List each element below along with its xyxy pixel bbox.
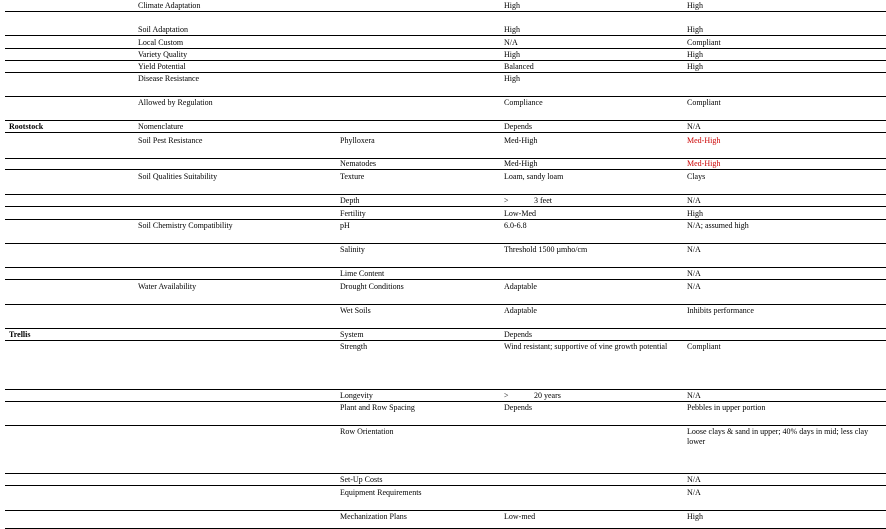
cell-c4: Depends: [504, 330, 532, 339]
cell-c5: High: [687, 50, 703, 59]
cell-c5: High: [687, 512, 703, 521]
cell-text: 3 feet: [534, 196, 552, 205]
cell-c4: High: [504, 25, 520, 34]
cell-c3: Mechanization Plans: [340, 512, 407, 521]
cell-c5: N/A: [687, 475, 701, 484]
cell-c5: High: [687, 1, 703, 10]
cell-c4: [504, 196, 552, 206]
cell-c2: Climate Adaptation: [138, 1, 201, 10]
cell-c5: Compliant: [687, 342, 721, 351]
cell-c5: High: [687, 25, 703, 34]
cell-c5: Loose clays & sand in upper; 40% days in mid; less clay lower: [687, 427, 869, 446]
cell-c2: Variety Quality: [138, 50, 188, 59]
cell-c5: Med-High: [687, 136, 721, 145]
cell-c4: Loam, sandy loam: [504, 172, 564, 181]
cell-c3: Equipment Requirements: [340, 488, 422, 497]
table-row: [5, 97, 886, 121]
table-row: [5, 402, 886, 426]
cell-c4: High: [504, 50, 520, 59]
cell-c4: Adaptable: [504, 306, 537, 315]
cell-c4: Med-High: [504, 159, 538, 168]
cell-c4: High: [504, 74, 520, 83]
cell-c5: N/A: [687, 282, 701, 291]
table-row: [5, 61, 886, 73]
table-row: [5, 474, 886, 486]
table-row: [5, 511, 886, 529]
cell-c5: N/A: [687, 122, 701, 131]
cell-c2: Soil Adaptation: [138, 25, 188, 34]
cell-c2: Yield Potential: [138, 62, 186, 71]
greater-than-symbol: >: [504, 391, 509, 400]
cell-c2: Disease Resistance: [138, 74, 200, 83]
table-row: [5, 135, 886, 159]
table-row: [5, 158, 886, 170]
cell-c3: Nematodes: [340, 159, 376, 168]
table-row: [5, 341, 886, 390]
table-row: [5, 390, 886, 402]
cell-c3: Depth: [340, 196, 360, 205]
table-row: [5, 426, 886, 474]
cell-c5: N/A: [687, 245, 701, 254]
cell-c5: High: [687, 62, 703, 71]
greater-than-symbol: >: [504, 196, 509, 205]
cell-c4: High: [504, 1, 520, 10]
table-row: [5, 24, 886, 36]
cell-c4: [504, 391, 561, 401]
cell-c4: Wind resistant; supportive of vine growth potential: [504, 342, 668, 351]
cell-c2: Soil Chemistry Compatibility: [138, 221, 233, 230]
cell-c5: N/A: [687, 269, 701, 278]
cell-c3: Set-Up Costs: [340, 475, 383, 484]
cell-c3: Longevity: [340, 391, 373, 400]
cell-c3: Plant and Row Spacing: [340, 403, 415, 412]
cell-c4: Depends: [504, 122, 532, 131]
table-row: [5, 49, 886, 61]
cell-c5: N/A; assumed high: [687, 221, 749, 230]
cell-c4: N/A: [504, 38, 518, 47]
table-row: [5, 268, 886, 280]
table-row: [5, 0, 886, 12]
table-row: [5, 281, 886, 305]
cell-c2: Soil Qualities Suitability: [138, 172, 218, 181]
cell-c2: Nomenclature: [138, 122, 184, 131]
cell-c3: System: [340, 330, 364, 339]
cell-c5: Compliant: [687, 98, 721, 107]
cell-c1: Trellis: [9, 330, 31, 339]
cell-c2: Allowed by Regulation: [138, 98, 213, 107]
cell-c3: Texture: [340, 172, 365, 181]
cell-c4: Threshold 1500 µmho/cm: [504, 245, 588, 254]
table-row: [5, 171, 886, 195]
table-row: [5, 121, 886, 133]
table-row: [5, 487, 886, 511]
cell-c5: Compliant: [687, 38, 721, 47]
cell-c4: Compliance: [504, 98, 543, 107]
cell-c4: Low-Med: [504, 209, 536, 218]
cell-c5: N/A: [687, 488, 701, 497]
table-row: [5, 73, 886, 97]
cell-c5: Clays: [687, 172, 706, 181]
cell-c4: Balanced: [504, 62, 534, 71]
cell-c5: Inhibits performance: [687, 306, 754, 315]
cell-c3: Phylloxera: [340, 136, 375, 145]
table-row: [5, 244, 886, 268]
cell-c3: Lime Content: [340, 269, 385, 278]
cell-c2: Water Availability: [138, 282, 197, 291]
table-row: [5, 305, 886, 329]
cell-c3: pH: [340, 221, 350, 230]
table-row: [5, 195, 886, 207]
cell-c3: Drought Conditions: [340, 282, 404, 291]
cell-c5: Med-High: [687, 159, 721, 168]
cell-c4: 6.0-6.8: [504, 221, 527, 230]
table-row: [5, 220, 886, 244]
table-row: [5, 329, 886, 341]
cell-c3: Fertility: [340, 209, 366, 218]
cell-c4: Med-High: [504, 136, 538, 145]
cell-c2: Soil Pest Resistance: [138, 136, 203, 145]
table-row: [5, 37, 886, 49]
cell-c3: Row Orientation: [340, 427, 394, 436]
cell-c2: Local Custom: [138, 38, 184, 47]
cell-c5: N/A: [687, 196, 701, 205]
cell-text: 20 years: [534, 391, 561, 400]
cell-c3: Strength: [340, 342, 368, 351]
table-row: [5, 208, 886, 220]
cell-c3: Wet Soils: [340, 306, 371, 315]
cell-c4: Low-med: [504, 512, 536, 521]
cell-c5: High: [687, 209, 703, 218]
cell-c3: Salinity: [340, 245, 365, 254]
cell-c4: Adaptable: [504, 282, 537, 291]
cell-c4: Depends: [504, 403, 532, 412]
cell-c5: Pebbles in upper portion: [687, 403, 766, 412]
cell-c5: N/A: [687, 391, 701, 400]
cell-c1: Rootstock: [9, 122, 44, 131]
